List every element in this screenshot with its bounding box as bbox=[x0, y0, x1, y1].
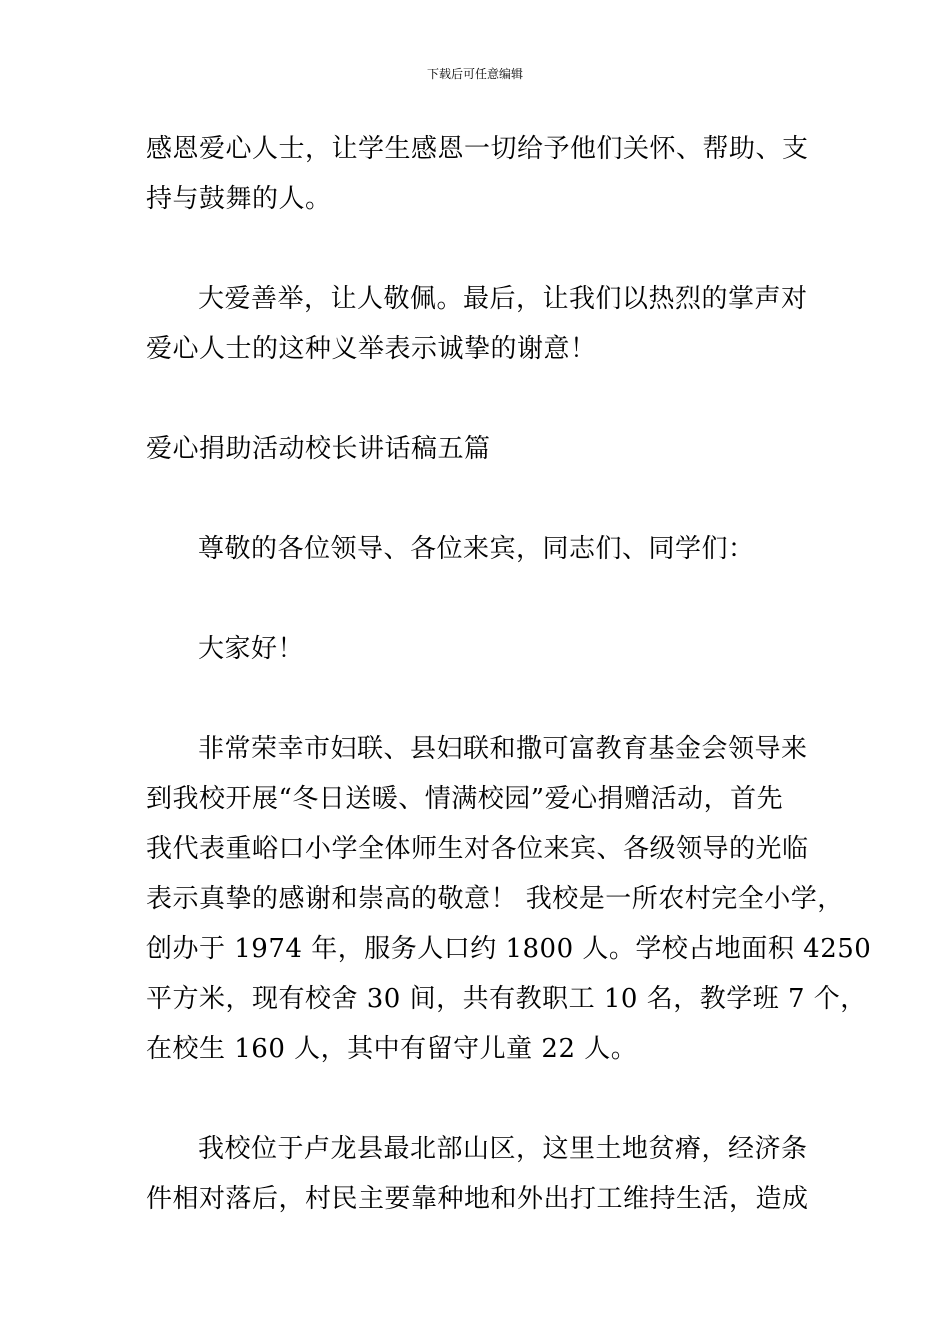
paragraph-location bbox=[146, 1124, 826, 1224]
text-line: 感恩爱心人士，让学生感恩一切给予他们关怀、帮助、支 bbox=[146, 134, 809, 164]
header-note: 下载后可任意编辑 bbox=[426, 67, 523, 81]
greeting bbox=[146, 624, 826, 674]
text-line: 爱心人士的这种义举表示诚挚的谢意！ bbox=[146, 334, 597, 364]
paragraph-1 bbox=[146, 124, 826, 224]
text-line: 尊敬的各位领导、各位来宾，同志们、同学们： bbox=[198, 534, 755, 564]
text-line: 持与鼓舞的人。 bbox=[146, 184, 332, 214]
salutation bbox=[146, 524, 826, 574]
text-line: 到我校开展“冬日送暖、情满校园”爱心捐赠活动，首先 bbox=[146, 784, 784, 814]
text-line: 大爱善举，让人敬佩。最后，让我们以热烈的掌声对 bbox=[198, 284, 808, 314]
text-line: 创办于 1974 年，服务人口约 1800 人。学校占地面积 4250 bbox=[146, 934, 872, 964]
document-body bbox=[146, 124, 872, 1274]
text-line: 件相对落后，村民主要靠种地和外出打工维持生活，造成 bbox=[146, 1184, 809, 1214]
text-line: 平方米，现有校舍 30 间，共有教职工 10 名，教学班 7 个， bbox=[146, 984, 867, 1014]
text-line: 非常荣幸市妇联、县妇联和撒可富教育基金会领导来 bbox=[198, 734, 808, 764]
paragraph-2 bbox=[146, 274, 826, 374]
text-line: 我代表重峪口小学全体师生对各位来宾、各级领导的光临 bbox=[146, 834, 809, 864]
section-title bbox=[146, 424, 826, 474]
text-line: 我校位于卢龙县最北部山区，这里土地贫瘠，经济条 bbox=[198, 1134, 808, 1164]
text-line: 大家好！ bbox=[198, 634, 305, 664]
text-line: 在校生 160 人，其中有留守儿童 22 人。 bbox=[146, 1034, 638, 1064]
text-line: 表示真挚的感谢和崇高的敬意！ 我校是一所农村完全小学， bbox=[146, 884, 844, 914]
text-line: 爱心捐助活动校长讲话稿五篇 bbox=[146, 434, 491, 464]
paragraph-intro bbox=[146, 724, 872, 1074]
